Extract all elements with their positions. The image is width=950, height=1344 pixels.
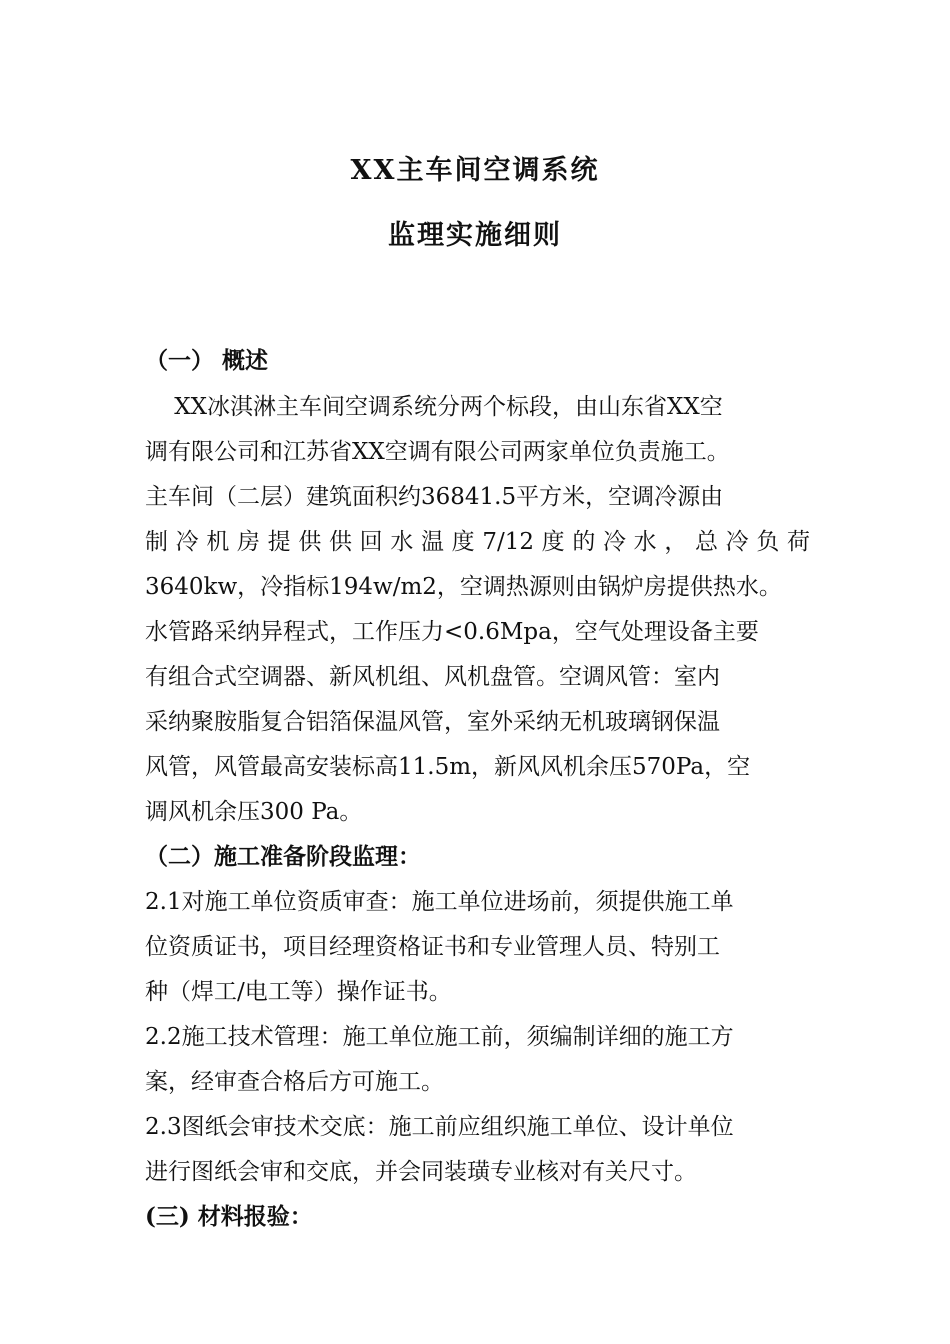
paragraph-line: XX冰淇淋主车间空调系统分两个标段，由山东省XX空 — [145, 394, 723, 420]
paragraph-line: 水管路采纳异程式，工作压力<0.6Mpa，空气处理设备主要 — [145, 619, 759, 645]
paragraph-line: 位资质证书，项目经理资格证书和专业管理人员、特别工 — [145, 934, 720, 960]
paragraph-line: 制冷机房提供供回水温度7/12度的冷水，总冷负荷 — [145, 529, 810, 555]
paragraph-line: 调风机余压300 Pa。 — [145, 799, 363, 825]
paragraph-line: 2.3图纸会审技术交底：施工前应组织施工单位、设计单位 — [145, 1114, 734, 1140]
paragraph-line: 采纳聚胺脂复合铝箔保温风管，室外采纳无机玻璃钢保温 — [145, 709, 720, 735]
document-subtitle: 监理实施细则 — [388, 220, 562, 251]
paragraph-line: 进行图纸会审和交底，并会同装璜专业核对有关尺寸。 — [145, 1159, 697, 1185]
paragraph-line: 2.1对施工单位资质审查：施工单位进场前，须提供施工单 — [145, 889, 734, 915]
document-title: XX主车间空调系统 — [350, 155, 600, 186]
paragraph-line: 主车间（二层）建筑面积约36841.5平方米，空调冷源由 — [145, 484, 724, 510]
paragraph-line: 调有限公司和江苏省XX空调有限公司两家单位负责施工。 — [145, 439, 730, 465]
section-heading: （一） 概述 — [145, 347, 269, 374]
section-heading: (三) 材料报验： — [145, 1203, 313, 1230]
paragraph-line: 种（焊工/电工等）操作证书。 — [145, 979, 452, 1005]
paragraph-line: 案，经审查合格后方可施工。 — [145, 1069, 444, 1095]
paragraph-line: 风管，风管最高安装标高11.5m，新风风机余压570Pa，空 — [145, 754, 751, 780]
section-heading: （二）施工准备阶段监理： — [145, 843, 421, 870]
paragraph-line: 有组合式空调器、新风机组、风机盘管。空调风管：室内 — [145, 664, 720, 690]
paragraph-line: 2.2施工技术管理：施工单位施工前，须编制详细的施工方 — [145, 1024, 734, 1050]
paragraph-line: 3640kw，冷指标194w/m2，空调热源则由锅炉房提供热水。 — [145, 574, 782, 600]
